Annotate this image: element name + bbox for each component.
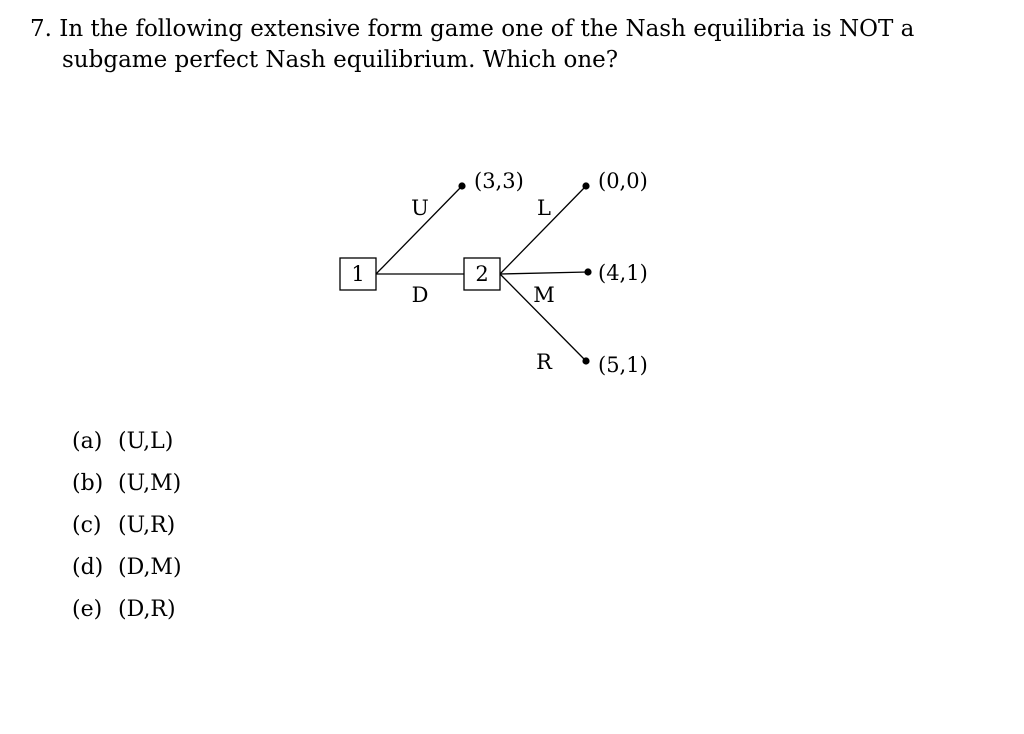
answer-option-e xyxy=(72,589,182,631)
answer-option-d xyxy=(72,547,182,589)
option-text: (U,R) xyxy=(118,513,176,538)
action-label-D: D xyxy=(411,283,429,307)
action-label-U: U xyxy=(411,196,429,220)
option-text: (U,L) xyxy=(118,429,174,454)
player1-label: 1 xyxy=(351,262,365,286)
terminal-node-U xyxy=(458,182,465,189)
option-letter: (b) xyxy=(72,471,104,496)
edge-M xyxy=(500,272,588,274)
option-letter: (d) xyxy=(72,555,104,580)
terminal-node-M xyxy=(584,268,591,275)
payoff-R: (5,1) xyxy=(598,353,648,377)
action-label-R: R xyxy=(536,350,552,374)
option-letter: (c) xyxy=(72,513,102,538)
payoff-U: (3,3) xyxy=(474,169,524,193)
answer-option-b xyxy=(72,463,182,505)
payoff-M: (4,1) xyxy=(598,261,648,285)
answer-option-c xyxy=(72,505,182,547)
option-text: (D,R) xyxy=(118,597,176,622)
answer-option-a xyxy=(72,421,182,463)
option-text: (D,M) xyxy=(118,555,182,580)
action-label-M: M xyxy=(533,283,555,307)
action-label-L: L xyxy=(537,196,551,220)
question-line-1: 7. In the following extensive form game one of the Nash equilibria is NOT a xyxy=(30,16,915,42)
player2-label: 2 xyxy=(475,262,489,286)
answer-options-list xyxy=(72,421,182,631)
option-letter: (e) xyxy=(72,597,103,622)
option-letter: (a) xyxy=(72,429,103,454)
terminal-node-L xyxy=(582,182,589,189)
terminal-node-R xyxy=(582,357,589,364)
question-line-2: subgame perfect Nash equilibrium. Which one? xyxy=(62,47,619,73)
payoff-L: (0,0) xyxy=(598,169,648,193)
option-text: (U,M) xyxy=(118,471,182,496)
